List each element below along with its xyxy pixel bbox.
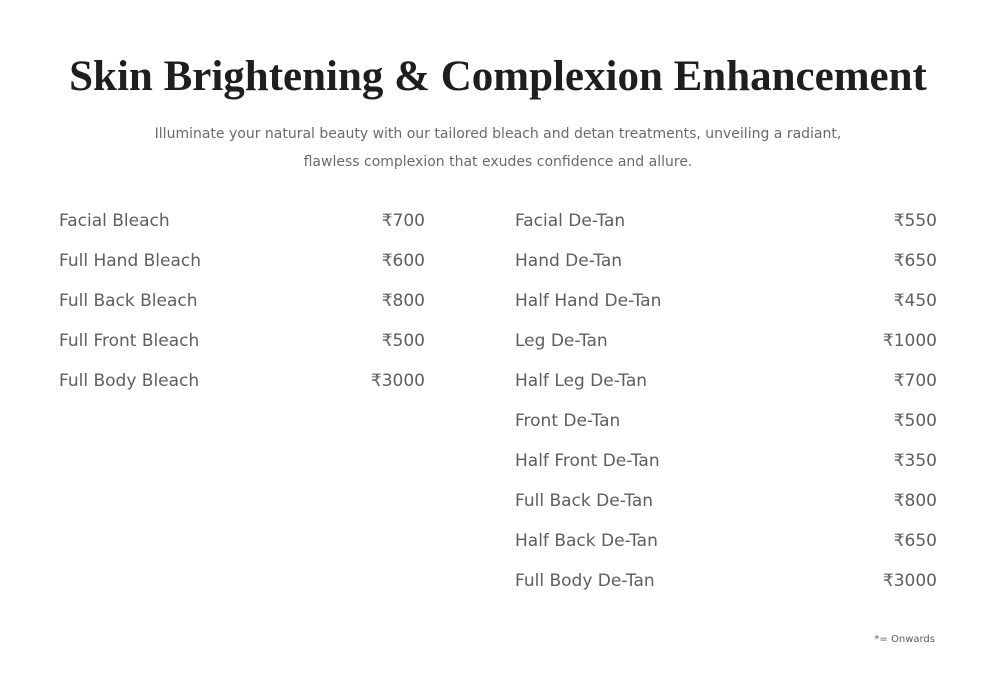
- service-price: ₹500: [381, 331, 425, 351]
- service-price: ₹700: [381, 211, 425, 231]
- price-row: [515, 481, 937, 521]
- service-name: Full Body De-Tan: [515, 571, 655, 591]
- price-row: [515, 281, 937, 321]
- subtitle-line-2: flawless complexion that exudes confidence and allure.: [303, 154, 693, 170]
- price-row: [59, 281, 425, 321]
- page-title: Skin Brightening & Complexion Enhancement: [69, 53, 927, 100]
- service-price: ₹650: [893, 251, 937, 271]
- price-row: [515, 561, 937, 601]
- service-name: Half Leg De-Tan: [515, 371, 648, 391]
- service-price: ₹800: [381, 291, 425, 311]
- service-price: ₹600: [381, 251, 425, 271]
- service-name: Full Body Bleach: [59, 371, 200, 391]
- service-name: Hand De-Tan: [515, 251, 623, 271]
- service-price: ₹500: [893, 411, 937, 431]
- bleach-price-list: [59, 201, 425, 401]
- onwards-footnote: *= Onwards: [874, 634, 935, 645]
- service-name: Half Front De-Tan: [515, 451, 660, 471]
- service-price: ₹1000: [882, 331, 937, 351]
- page-subtitle: [100, 120, 896, 176]
- price-row: [515, 521, 937, 561]
- price-row: [515, 441, 937, 481]
- service-name: Full Hand Bleach: [59, 251, 202, 271]
- service-name: Full Back De-Tan: [515, 491, 654, 511]
- price-row: [59, 361, 425, 401]
- service-name: Facial Bleach: [59, 211, 170, 231]
- service-name: Full Back Bleach: [59, 291, 198, 311]
- service-name: Facial De-Tan: [515, 211, 626, 231]
- price-row: [515, 241, 937, 281]
- detan-price-list: [515, 201, 937, 601]
- price-row: [59, 201, 425, 241]
- service-price: ₹350: [893, 451, 937, 471]
- service-name: Front De-Tan: [515, 411, 621, 431]
- service-name: Full Front Bleach: [59, 331, 200, 351]
- service-price: ₹450: [893, 291, 937, 311]
- price-row: [515, 201, 937, 241]
- subtitle-line-1: Illuminate your natural beauty with our tailored bleach and detan treatments, unveiling a radiant,: [154, 126, 842, 142]
- price-row: [59, 241, 425, 281]
- price-row: [515, 361, 937, 401]
- service-price: ₹800: [893, 491, 937, 511]
- service-price: ₹3000: [882, 571, 937, 591]
- price-row: [515, 401, 937, 441]
- service-price: ₹3000: [370, 371, 425, 391]
- service-price: ₹700: [893, 371, 937, 391]
- service-name: Half Hand De-Tan: [515, 291, 662, 311]
- service-price: ₹550: [893, 211, 937, 231]
- service-name: Leg De-Tan: [515, 331, 608, 351]
- price-row: [515, 321, 937, 361]
- service-name: Half Back De-Tan: [515, 531, 658, 551]
- price-row: [59, 321, 425, 361]
- service-price: ₹650: [893, 531, 937, 551]
